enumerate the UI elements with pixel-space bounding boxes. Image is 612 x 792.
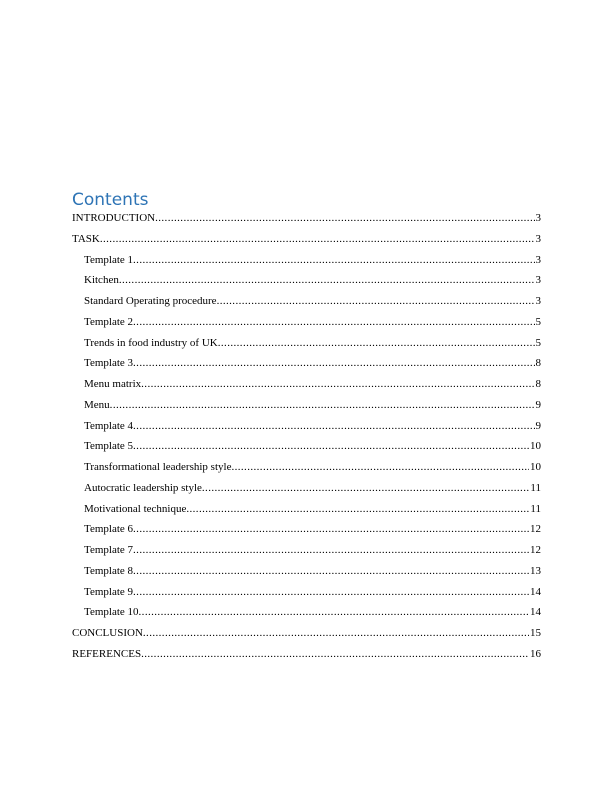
toc-entry-page-number[interactable]: 10 — [530, 440, 541, 453]
toc-entry-page-number[interactable]: 3 — [535, 253, 541, 266]
toc-entry[interactable] — [72, 561, 541, 582]
toc-entry-title[interactable]: Template 2 — [84, 315, 134, 328]
toc-entry-title[interactable]: Template 6 — [84, 523, 134, 536]
toc-entry-page-number[interactable]: 14 — [530, 585, 541, 598]
toc-entry-page-number[interactable]: 16 — [530, 647, 541, 660]
toc-entry-page-number[interactable]: 5 — [535, 315, 541, 328]
toc-entry-page-number[interactable]: 3 — [535, 232, 541, 245]
toc-entry-title[interactable]: Template 5 — [84, 440, 134, 453]
dot-leader — [133, 353, 534, 374]
toc-entry-page-number[interactable]: 9 — [535, 419, 541, 432]
dot-leader — [141, 644, 529, 665]
toc-entry[interactable] — [72, 291, 541, 312]
toc-entry-title[interactable]: REFERENCES — [72, 647, 142, 660]
toc-entry-page-number[interactable]: 10 — [530, 461, 541, 473]
toc-entry[interactable] — [72, 333, 541, 354]
toc-entry-title[interactable]: Template 3 — [84, 357, 134, 370]
dot-leader — [139, 602, 529, 623]
toc-entry-page-number[interactable]: 3 — [535, 274, 541, 287]
toc-entry[interactable] — [72, 457, 541, 478]
toc-entry-title[interactable]: Template 7 — [84, 544, 134, 556]
toc-entry[interactable] — [72, 374, 541, 395]
dot-leader — [133, 436, 529, 457]
dot-leader — [155, 208, 534, 229]
dot-leader — [143, 623, 529, 644]
toc-entry-title[interactable]: INTRODUCTION — [72, 212, 156, 224]
toc-entry-title[interactable]: TASK — [72, 232, 100, 245]
toc-entry[interactable] — [72, 353, 541, 374]
toc-entry-title[interactable]: Template 9 — [84, 585, 134, 598]
toc-entry[interactable] — [72, 623, 541, 644]
toc-entry[interactable] — [72, 270, 541, 291]
toc-entry-page-number[interactable]: 8 — [535, 357, 541, 370]
toc-entry-title[interactable]: Standard Operating procedure — [84, 295, 217, 307]
toc-entry-page-number[interactable]: 15 — [530, 627, 541, 639]
toc-entry-page-number[interactable]: 12 — [530, 523, 541, 536]
toc-entry-page-number[interactable]: 3 — [535, 295, 541, 307]
toc-entry-page-number[interactable]: 13 — [530, 564, 541, 577]
toc-entry[interactable] — [72, 229, 541, 250]
toc-entry-title[interactable]: Trends in food industry of UK — [84, 336, 218, 349]
toc-entry[interactable] — [72, 644, 541, 665]
toc-entry[interactable] — [72, 208, 541, 229]
toc-entry-title[interactable]: Menu matrix — [84, 378, 142, 390]
toc-entry-page-number[interactable]: 3 — [535, 212, 541, 224]
toc-entry[interactable] — [72, 582, 541, 603]
toc-entry[interactable] — [72, 250, 541, 271]
dot-leader — [133, 416, 534, 437]
toc-entry[interactable] — [72, 602, 541, 623]
toc-entry-title[interactable]: Menu — [84, 398, 110, 411]
toc-entry-title[interactable]: Motivational technique — [84, 502, 187, 515]
dot-leader — [186, 499, 529, 520]
toc-entry-title[interactable]: Template 8 — [84, 564, 134, 577]
toc-entry[interactable] — [72, 478, 541, 499]
dot-leader — [218, 333, 535, 354]
toc-entry-title[interactable]: Template 4 — [84, 419, 134, 432]
toc-entry[interactable] — [72, 395, 541, 416]
toc-entry[interactable] — [72, 499, 541, 520]
toc-entry[interactable] — [72, 436, 541, 457]
toc-entry-page-number[interactable]: 14 — [530, 606, 541, 619]
toc-entry[interactable] — [72, 519, 541, 540]
dot-leader — [133, 540, 529, 561]
toc-entry-page-number[interactable]: 9 — [535, 398, 541, 411]
toc-entry-title[interactable]: Transformational leadership style — [84, 461, 232, 473]
dot-leader — [202, 478, 530, 499]
toc-entry-title[interactable]: Autocratic leadership style — [84, 481, 202, 494]
dot-leader — [110, 395, 535, 416]
toc-entry-page-number[interactable]: 8 — [535, 378, 541, 390]
toc-entry-page-number[interactable]: 11 — [530, 502, 541, 515]
dot-leader — [133, 250, 534, 271]
toc-entry-page-number[interactable]: 11 — [530, 481, 541, 494]
toc-entry[interactable] — [72, 312, 541, 333]
dot-leader — [217, 291, 535, 312]
toc-heading: Contents — [72, 190, 149, 210]
toc-entry-title[interactable]: Template 10 — [84, 606, 139, 619]
dot-leader — [141, 374, 534, 395]
toc-entry-title[interactable]: CONCLUSION — [72, 627, 143, 639]
dot-leader — [100, 229, 535, 250]
dot-leader — [133, 519, 529, 540]
toc-entry[interactable] — [72, 416, 541, 437]
toc-entry[interactable] — [72, 540, 541, 561]
toc-entry-title[interactable]: Kitchen — [84, 274, 119, 287]
dot-leader — [133, 312, 534, 333]
table-of-contents — [72, 208, 541, 665]
toc-entry-page-number[interactable]: 5 — [535, 336, 541, 349]
dot-leader — [133, 582, 529, 603]
dot-leader — [231, 457, 529, 478]
toc-entry-title[interactable]: Template 1 — [84, 253, 134, 266]
dot-leader — [119, 270, 535, 291]
dot-leader — [133, 561, 529, 582]
toc-entry-page-number[interactable]: 12 — [530, 544, 541, 556]
